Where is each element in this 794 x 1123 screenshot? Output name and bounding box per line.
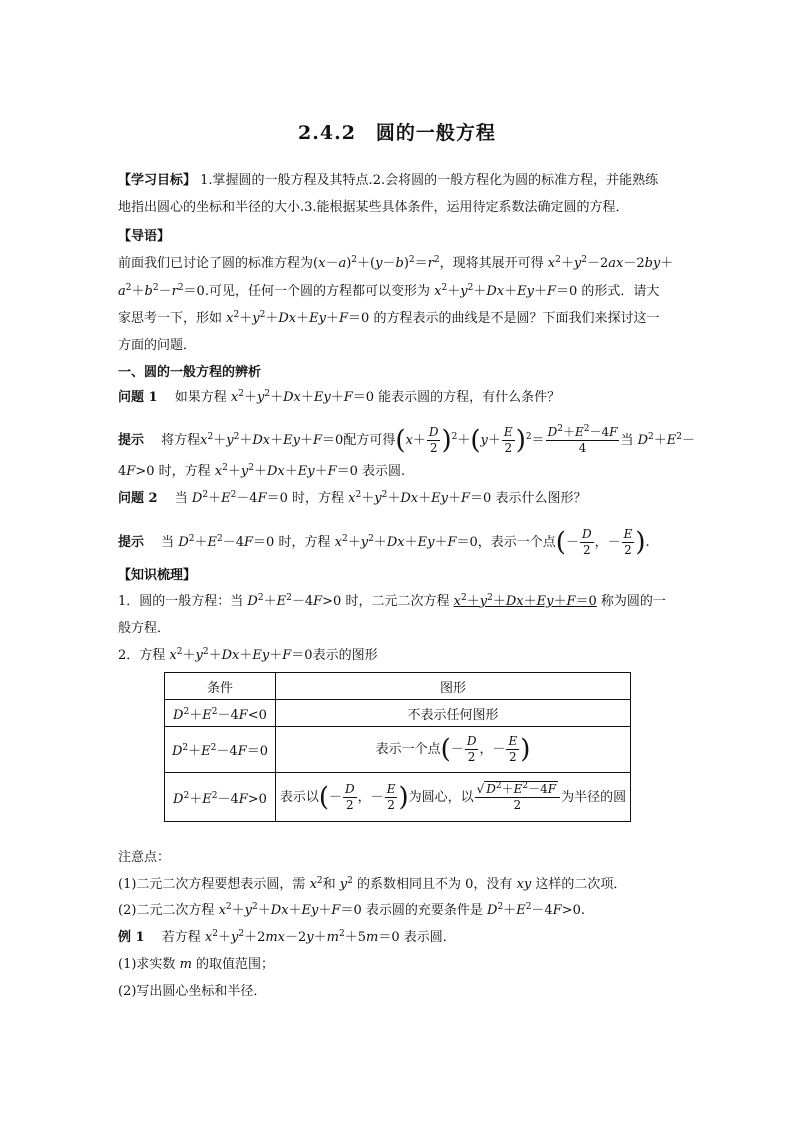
shape-cell: 表示一个点(－ $\frac{D}{2}$ ，－ $\frac{E}{2}$ )	[276, 727, 631, 773]
note-2: (2)二元二次方程 $x^2+y^2+Dx+Ey+F=0$ 表示圆的充要条件是 $D^2+E^2-4F>0$.	[118, 902, 586, 918]
condition-cell: $D^2+E^2-4F=0$	[165, 727, 276, 773]
condition-table	[164, 672, 631, 822]
general-equation-underlined: $x^2+y^2+Dx+Ey+F=0$	[453, 593, 597, 609]
note-1: (1)二元二次方程要想表示圆，需 $x^2$和 $y^2$ 的系数相同且不为 0，没有 xy 这样的二次项．	[118, 876, 627, 892]
shape-cell: 表示以(－ $\frac{D}{2}$ ，－ $\frac{E}{2}$ )为圆心，以 $\frac{√ D^2+E^2-4F}{2}$ 为半径的圆	[276, 773, 631, 822]
goals-text-1: 1.掌握圆的一般方程及其特点.2.会将圆的一般方程化为圆的标准方程，并能熟练	[200, 173, 659, 188]
example-label: 例 1	[118, 930, 145, 945]
section-heading: 一、圆的一般方程的辨析	[118, 365, 262, 380]
table-row	[165, 773, 631, 822]
intro-line-2: $a^2+b^2-r^2=0$.可见，任何一个圆的方程都可以变形为 $x^2+y^2+Dx+Ey+F=0$ 的形式．请大	[118, 283, 660, 299]
header-shape: 图形	[276, 673, 631, 700]
example-sub-1: (1)求实数 m 的取值范围；	[118, 957, 275, 972]
goals-line-2: 地指出圆心的坐标和半径的大小.3.能根据某些具体条件，运用待定系数法确定圆的方程．	[118, 200, 629, 215]
shape-cell: 不表示任何图形	[276, 700, 631, 727]
goals-line-1	[118, 171, 658, 191]
question-1-hint: 提示 将方程$x^2+y^2+Dx+Ey+F=0$配方可得(x＋ $\frac{D}{2}$ )$^2$＋(y＋ $\frac{E}{2}$ )$^2$＝ $\frac{D^2+E^2-4F}{4}$ 当 $D^2+E^2-$	[118, 424, 696, 456]
question-1-label: 问题 1	[118, 390, 158, 405]
question-1-hint-cont: 4F>0 时，方程 $x^2+y^2+Dx+Ey+F=0$ 表示圆.	[118, 463, 406, 479]
question-1: 问题 1 如果方程 $x^2+y^2+Dx+Ey+F=0$ 能表示圆的方程，有什么条件？	[118, 389, 561, 405]
question-2-label: 问题 2	[118, 491, 158, 506]
intro-line-1: 前面我们已讨论了圆的标准方程为$(x-a)^2+(y-b)^2=r^2$，现将其展开可得 $x^2+y^2-2ax-2by+$	[118, 255, 674, 271]
table-row	[165, 673, 631, 700]
condition-cell: $D^2+E^2-4F>0$	[165, 773, 276, 822]
knowledge-tag: 【知识梳理】	[118, 568, 197, 583]
question-2-hint: 提示 当 $D^2+E^2-4F=0$ 时，方程 $x^2+y^2+Dx+Ey+F=0$，表示一个点(－ $\frac{D}{2}$ ，－ $\frac{E}{2}$ ).	[118, 527, 650, 558]
example-1: 例 1 若方程 $x^2+y^2+2mx-2y+m^2+5m=0$ 表示圆．	[118, 929, 456, 945]
header-condition: 条件	[165, 673, 276, 700]
question-2: 问题 2 当 $D^2+E^2-4F=0$ 时，方程 $x^2+y^2+Dx+Ey+F=0$ 表示什么图形？	[118, 490, 587, 506]
example-sub-2: (2)写出圆心坐标和半径．	[118, 984, 267, 999]
knowledge-line-1: 1．圆的一般方程：当 $D^2+E^2-4F>0$ 时，二元二次方程 $x^2+y^2+Dx+Ey+F=0$ 称为圆的一	[118, 593, 666, 609]
intro-line-4: 方面的问题．	[118, 338, 197, 353]
notes-title: 注意点：	[118, 850, 171, 865]
table-row	[165, 700, 631, 727]
condition-cell: $D^2+E^2-4F<0$	[165, 700, 276, 727]
knowledge-line-3: 2．方程 $x^2+y^2+Dx+Ey+F=0$表示的图形	[118, 647, 378, 663]
intro-line-3: 家思考一下，形如 $x^2+y^2+Dx+Ey+F=0$ 的方程表示的曲线是不是圆？下面我们来探讨这一	[118, 310, 660, 326]
intro-tag: 【导语】	[118, 229, 171, 244]
table-row	[165, 727, 631, 773]
hint-label: 提示	[118, 433, 145, 448]
goals-tag: 【学习目标】	[118, 173, 197, 188]
knowledge-line-2: 般方程．	[118, 621, 171, 636]
page-title: 2.4.2 圆的一般方程	[298, 122, 496, 144]
